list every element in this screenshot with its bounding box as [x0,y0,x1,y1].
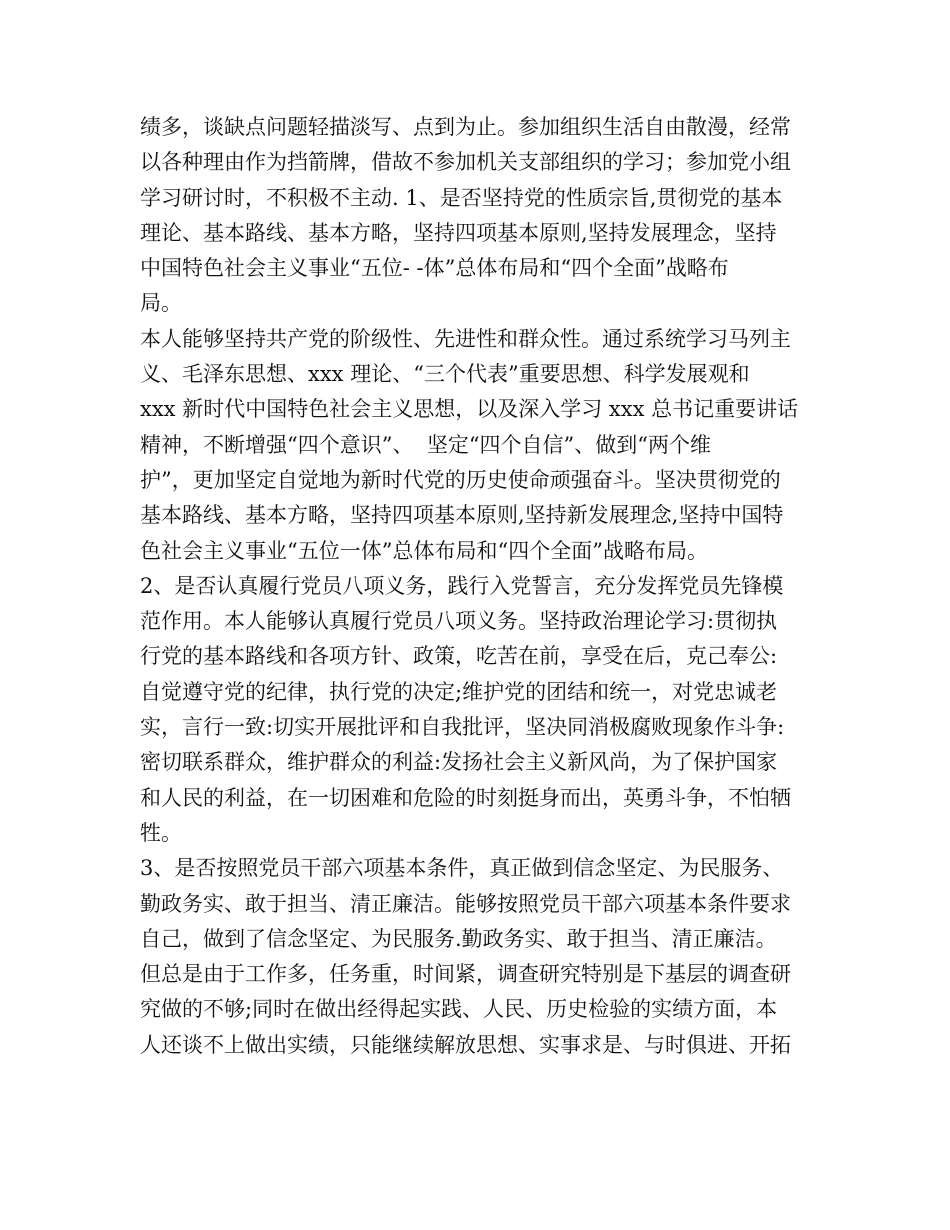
text-line: 精神，不断增强“四个意识”、 坚定“四个自信”、做到“两个维 [140,432,712,457]
text-line: 本人能够坚持共产党的阶级性、先进性和群众性。通过系统学习马列主 [140,326,791,351]
text-line: 但总是由于工作多，任务重，时间紧，调查研究特别是下基层的调查研 [140,962,791,987]
text-line: 基本路线、基本方略，坚持四项基本原则,坚持新发展理念,坚持中国特 [140,503,784,528]
text-line: 色社会主义事业“五位一体”总体布局和“四个全面”战略布局。 [140,538,708,563]
text-line: 行党的基本路线和各项方针、政策，吃苦在前，享受在后，克己奉公: [140,644,778,669]
text-line: 自觉遵守党的纪律，执行党的决定;维护党的团结和统一，对党忠诚老 [140,679,778,704]
text-line: xxx 新时代中国特色社会主义思想，以及深入学习 xxx 总书记重要讲话 [140,397,799,422]
text-line: 和人民的利益，在一切困难和危险的时刻挺身而出，英勇斗争，不怕牺 [140,785,791,810]
text-line: 实，言行一致:切实开展批评和自我批评，坚决同消极腐败现象作斗争: [140,715,785,740]
text-line: 学习研讨时，不积极不主动. 1、是否坚持党的性质宗旨,贯彻党的基本 [140,185,783,210]
text-line: 护”，更加坚定自觉地为新时代党的历史使命顽强奋斗。坚决贯彻党的 [140,467,781,492]
body-text [140,110,830,1063]
text-line: 2、是否认真履行党员八项义务，践行入党誓言，充分发挥党员先锋模 [140,573,784,598]
text-line: 范作用。本人能够认真履行党员八项义务。坚持政治理论学习:贯彻执 [140,609,778,634]
text-line: 3、是否按照党员干部六项基本条件，真正做到信念坚定、为民服务、 [140,856,784,881]
text-line: 人还谈不上做出实绩，只能继续解放思想、实事求是、与时俱进、开拓 [140,1032,791,1057]
text-line: 勤政务实、敢于担当、清正廉洁。能够按照党员干部六项基本条件要求 [140,891,791,916]
text-line: 中国特色社会主义事业“五位- -体”总体布局和“四个全面”战略布 [140,256,729,281]
text-line: 局。 [140,291,182,316]
text-line: 究做的不够;同时在做出经得起实践、人民、历史检验的实绩方面，本 [140,997,778,1022]
text-line: 以各种理由作为挡箭牌，借故不参加机关支部组织的学习；参加党小组 [140,150,791,175]
text-line: 义、毛泽东思想、xxx 理论、“三个代表”重要思想、科学发展观和 [140,362,750,387]
text-line: 自己，做到了信念坚定、为民服务.勤政务实、敢于担当、清正廉洁。 [140,926,777,951]
text-line: 绩多，谈缺点问题轻描淡写、点到为止。参加组织生活自由散漫，经常 [140,115,791,139]
text-line: 密切联系群众，维护群众的利益:发扬社会主义新风尚，为了保护国家 [140,750,778,775]
text-line: 理论、基本路线、基本方略，坚持四项基本原则,坚持发展理念，坚持 [140,220,777,245]
text-line: 牲。 [140,820,182,845]
